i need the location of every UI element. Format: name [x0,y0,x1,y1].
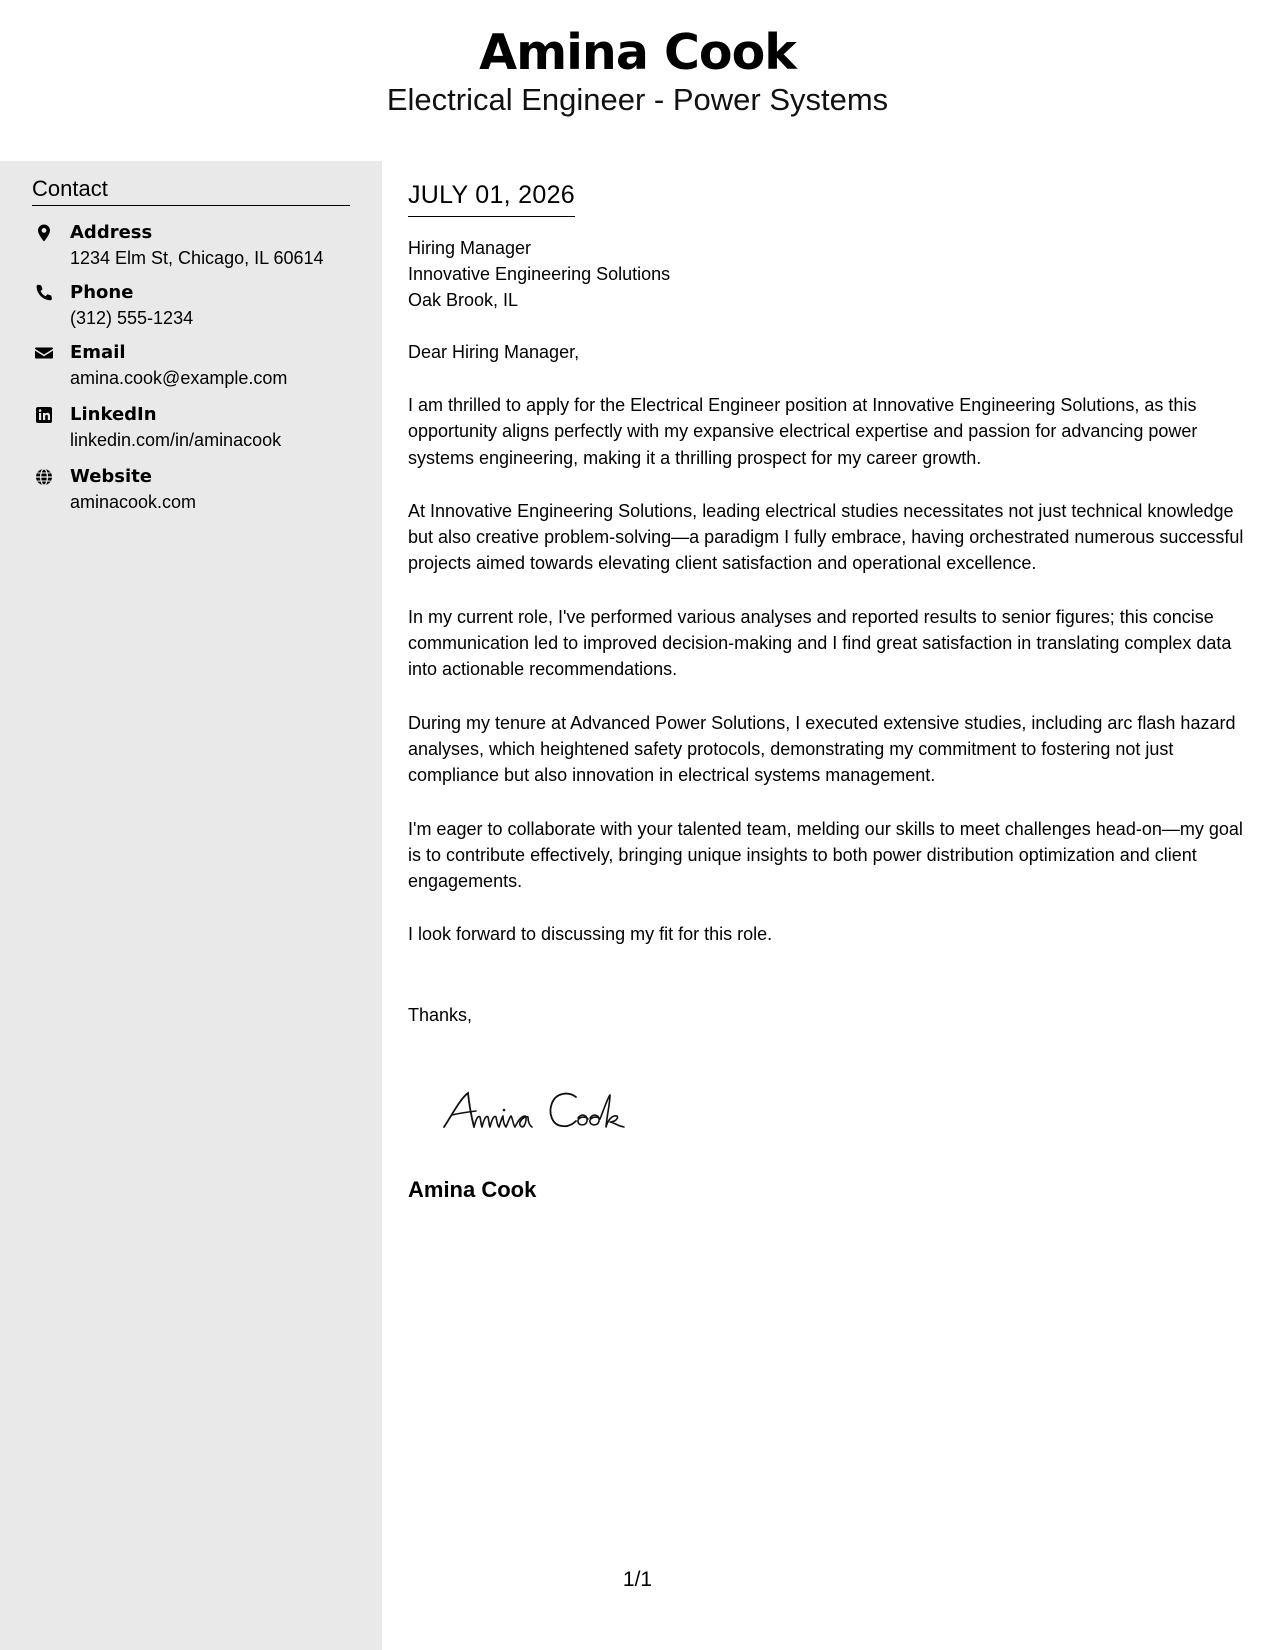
letter-date: JULY 01, 2026 [408,178,575,217]
letter-paragraph: I look forward to discussing my fit for this role. [408,924,773,945]
contact-label: Email [70,342,126,363]
contact-label: Website [70,466,153,487]
contact-label: LinkedIn [70,404,157,425]
recipient-line: Hiring Manager [408,238,532,258]
letter-paragraph: In my current role, I've performed various analyses and reported results to senior figures; this concise communication led to improved decision-making and I find great satisfaction in translating complex data into actionable recommendations. [408,606,1232,680]
applicant-name: Amina Cook [479,24,796,81]
contact-value-website: aminacook.com [70,492,197,512]
letter-paragraph: During my tenure at Advanced Power Solutions, I executed extensive studies, including arc flash hazard analyses, which heightened safety protocols, demonstrating my commitment to fostering not just compliance but also innovation in electrical systems management. [408,712,1236,786]
contact-label: Phone [70,282,134,303]
letter-paragraph: I am thrilled to apply for the Electrical Engineer position at Innovative Engineering Solutions, as this opportunity aligns perfectly with my expansive electrical expertise and passion for advancing power systems engineering, making it a thrilling prospect for my career growth. [408,395,1198,468]
closing: Thanks, [408,1004,473,1025]
header [0,0,1275,160]
recipient-line: Oak Brook, IL [408,290,519,310]
applicant-title: Electrical Engineer - Power Systems [386,82,889,117]
salutation: Dear Hiring Manager, [408,342,580,362]
letter-body [408,178,1248,1028]
contact-value-address: 1234 Elm St, Chicago, IL 60614 [70,248,324,268]
contact-label: Address [70,222,153,243]
recipient-line: Innovative Engineering Solutions [408,264,671,284]
contact-heading: Contact [32,174,350,206]
envelope-icon [34,343,54,363]
page-number: 1/1 [622,1568,653,1591]
linkedin-icon [34,405,54,425]
contact-value-email: amina.cook@example.com [70,368,288,388]
globe-icon [34,467,54,487]
signed-name: Amina Cook [408,1177,537,1202]
handwritten-signature [438,1085,648,1135]
recipient-block [408,235,1248,313]
letter-paragraph: I'm eager to collaborate with your talented team, melding our skills to meet challenges head-on—my goal is to contribute effectively, bringing unique insights to both power distribution optimization and client engagements. [408,818,1243,892]
phone-icon [34,283,54,303]
contact-value-linkedin: linkedin.com/in/aminacook [70,430,282,450]
letter-paragraph: At Innovative Engineering Solutions, leading electrical studies necessitates not just technical knowledge but also creative problem-solving—a paradigm I fully embrace, having orchestrated numerous successful projects aimed towards elevating client satisfaction and operational excellence. [408,500,1244,574]
location-pin-icon [34,223,54,243]
contact-value-phone: (312) 555-1234 [70,308,194,328]
